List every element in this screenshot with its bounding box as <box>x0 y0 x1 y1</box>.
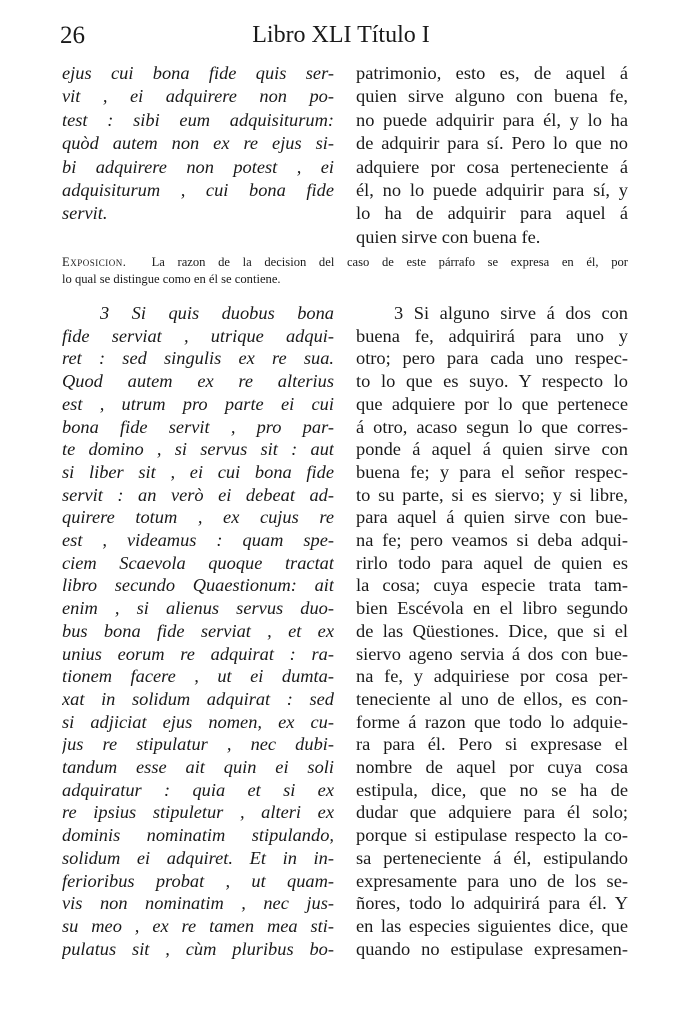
spanish-line: bien Escévola en el libro segundo <box>356 598 628 619</box>
spanish-line: forme á razon que todo lo adquie- <box>356 711 628 732</box>
latin-line: dominis nominatim stipulando, <box>62 825 334 846</box>
latin-line: vis non nominatim , nec jus- <box>62 893 334 914</box>
spanish-column-bottom <box>356 302 628 960</box>
latin-line: ret : sed singulis ex re sua. <box>62 348 334 369</box>
spanish-line: adquiere por cosa perteneciente á <box>356 156 628 177</box>
spanish-line: na fe, y adquiriese por cosa per- <box>356 666 628 687</box>
latin-line: xat in solidum adquirat : sed <box>62 688 334 709</box>
spanish-line: sa perteneciente á él, estipulando <box>356 847 628 868</box>
latin-line: est , videamus : quam spe- <box>62 530 334 551</box>
latin-line: libro secundo Quaestionum: ait <box>62 575 334 596</box>
spanish-line: de adquirir para sí. Pero lo que no <box>356 133 628 154</box>
latin-line: enim , si alienus servus duo- <box>62 598 334 619</box>
spanish-line: en las especies siguientes dice, que <box>356 915 628 936</box>
latin-line: pulatus sit , cùm pluribus bo- <box>62 938 334 959</box>
spanish-line: á otro, acaso segun lo que corres- <box>356 416 628 437</box>
latin-column-bottom <box>62 302 334 960</box>
spanish-line: nombre de aquel por cuya cosa <box>356 757 628 778</box>
spanish-column-top <box>356 62 628 249</box>
spanish-line: para aquel á quien sirve con bue- <box>356 507 628 528</box>
latin-line: si adjiciat ejus nomen, ex cu- <box>62 711 334 732</box>
latin-line: est , utrum pro parte ei cui <box>62 393 334 414</box>
spanish-line: quien sirve alguno con buena fe, <box>356 86 628 107</box>
spanish-line: quando no estipulase expresamen- <box>356 938 628 959</box>
latin-line: adquiratur : quia et si ex <box>62 779 334 800</box>
latin-column-top <box>62 62 334 226</box>
latin-line: test : sibi eum adquisiturum: <box>62 109 334 130</box>
latin-line: 3 Si quis duobus bona <box>100 303 334 323</box>
latin-line: ejus cui bona fide quis ser- <box>62 63 334 83</box>
spanish-line: buena fe, adquirirá para uno y <box>356 325 628 346</box>
spanish-line: estipula, dice, que no se ha de <box>356 779 628 800</box>
latin-line: tandum esse ait quin ei soli <box>62 757 334 778</box>
spanish-line: la cosa; cuya especie trata tam- <box>356 575 628 596</box>
latin-line: si liber sit , ei cui bona fide <box>62 461 334 482</box>
spanish-line: expresamente para uno de los se- <box>356 870 628 891</box>
latin-line: Quod autem ex re alterius <box>62 371 334 392</box>
latin-line: quirere totum , ex cujus re <box>62 507 334 528</box>
latin-line: tionem facere , ut ei dumta- <box>62 666 334 687</box>
spanish-line: patrimonio, esto es, de aquel á <box>356 63 628 83</box>
latin-line: adquisiturum , cui bona fide <box>62 180 334 201</box>
exposicion-text: La razon de la decision del caso de este párrafo se expresa en él, por <box>151 255 628 269</box>
latin-line: solidum ei adquiret. Et in in- <box>62 847 334 868</box>
running-title: Libro XLI Título I <box>252 22 430 48</box>
spanish-line: buena fe; y para el señor respec- <box>356 461 628 482</box>
latin-line: jus re stipulatur , nec dubi- <box>62 734 334 755</box>
spanish-line: no puede adquirir para él, y lo ha <box>356 109 628 130</box>
exposicion-text: lo qual se distingue como en él se contiene. <box>62 272 281 286</box>
spanish-line: lo ha de adquirir para aquel á <box>356 203 628 224</box>
latin-line: fide serviat , utrique adqui- <box>62 325 334 346</box>
latin-line: bi adquirere non potest , ei <box>62 156 334 177</box>
latin-line: bus bona fide serviat , et ex <box>62 620 334 641</box>
spanish-line: ponde á aquel á quien sirve con <box>356 439 628 460</box>
spanish-line: porque si estipulase respecto la co- <box>356 825 628 846</box>
exposicion-label: Exposicion. <box>62 255 127 269</box>
latin-line: ciem Scaevola quoque tractat <box>62 552 334 573</box>
spanish-line: to lo que es suyo. Y respecto lo <box>356 371 628 392</box>
spanish-line: de las Qüestiones. Dice, que si el <box>356 620 628 641</box>
spanish-line: ra para él. Pero si expresase el <box>356 734 628 755</box>
spanish-line: ñores, todo lo adquirirá para él. Y <box>356 893 628 914</box>
spanish-line: 3 Si alguno sirve á dos con <box>394 303 628 323</box>
spanish-line: otro; pero para cada uno respec- <box>356 348 628 369</box>
spanish-line: siervo ageno servia á dos con bue- <box>356 643 628 664</box>
spanish-line: to su parte, si es siervo; y si libre, <box>356 484 628 505</box>
latin-line: re ipsius stipuletur , alteri ex <box>62 802 334 823</box>
page-number: 26 <box>60 22 85 49</box>
spanish-line: teneciente al uno de ellos, es con- <box>356 688 628 709</box>
spanish-line: quien sirve con buena fe. <box>356 226 541 247</box>
page-header <box>0 22 682 54</box>
latin-line: bona fide servit , pro par- <box>62 416 334 437</box>
spanish-line: dudar que adquiere para él solo; <box>356 802 628 823</box>
latin-line: ferioribus probat , ut quam- <box>62 870 334 891</box>
latin-line: quòd autem non ex re ejus si- <box>62 133 334 154</box>
latin-line: te domino , si servus sit : aut <box>62 439 334 460</box>
latin-line: su meo , ex re tamen mea sti- <box>62 915 334 936</box>
exposicion-note <box>62 254 628 288</box>
latin-line: servit. <box>62 203 108 224</box>
latin-line: unius eorum re adquirat : ra- <box>62 643 334 664</box>
latin-line: servit : an verò ei debeat ad- <box>62 484 334 505</box>
latin-line: vit , ei adquirere non po- <box>62 86 334 107</box>
spanish-line: rirlo todo para aquel de quien es <box>356 552 628 573</box>
spanish-line: él, no lo puede adquirir para sí, y <box>356 180 628 201</box>
spanish-line: na fe; pero veamos si deba adqui- <box>356 530 628 551</box>
spanish-line: que adquiere por lo que pertenece <box>356 393 628 414</box>
